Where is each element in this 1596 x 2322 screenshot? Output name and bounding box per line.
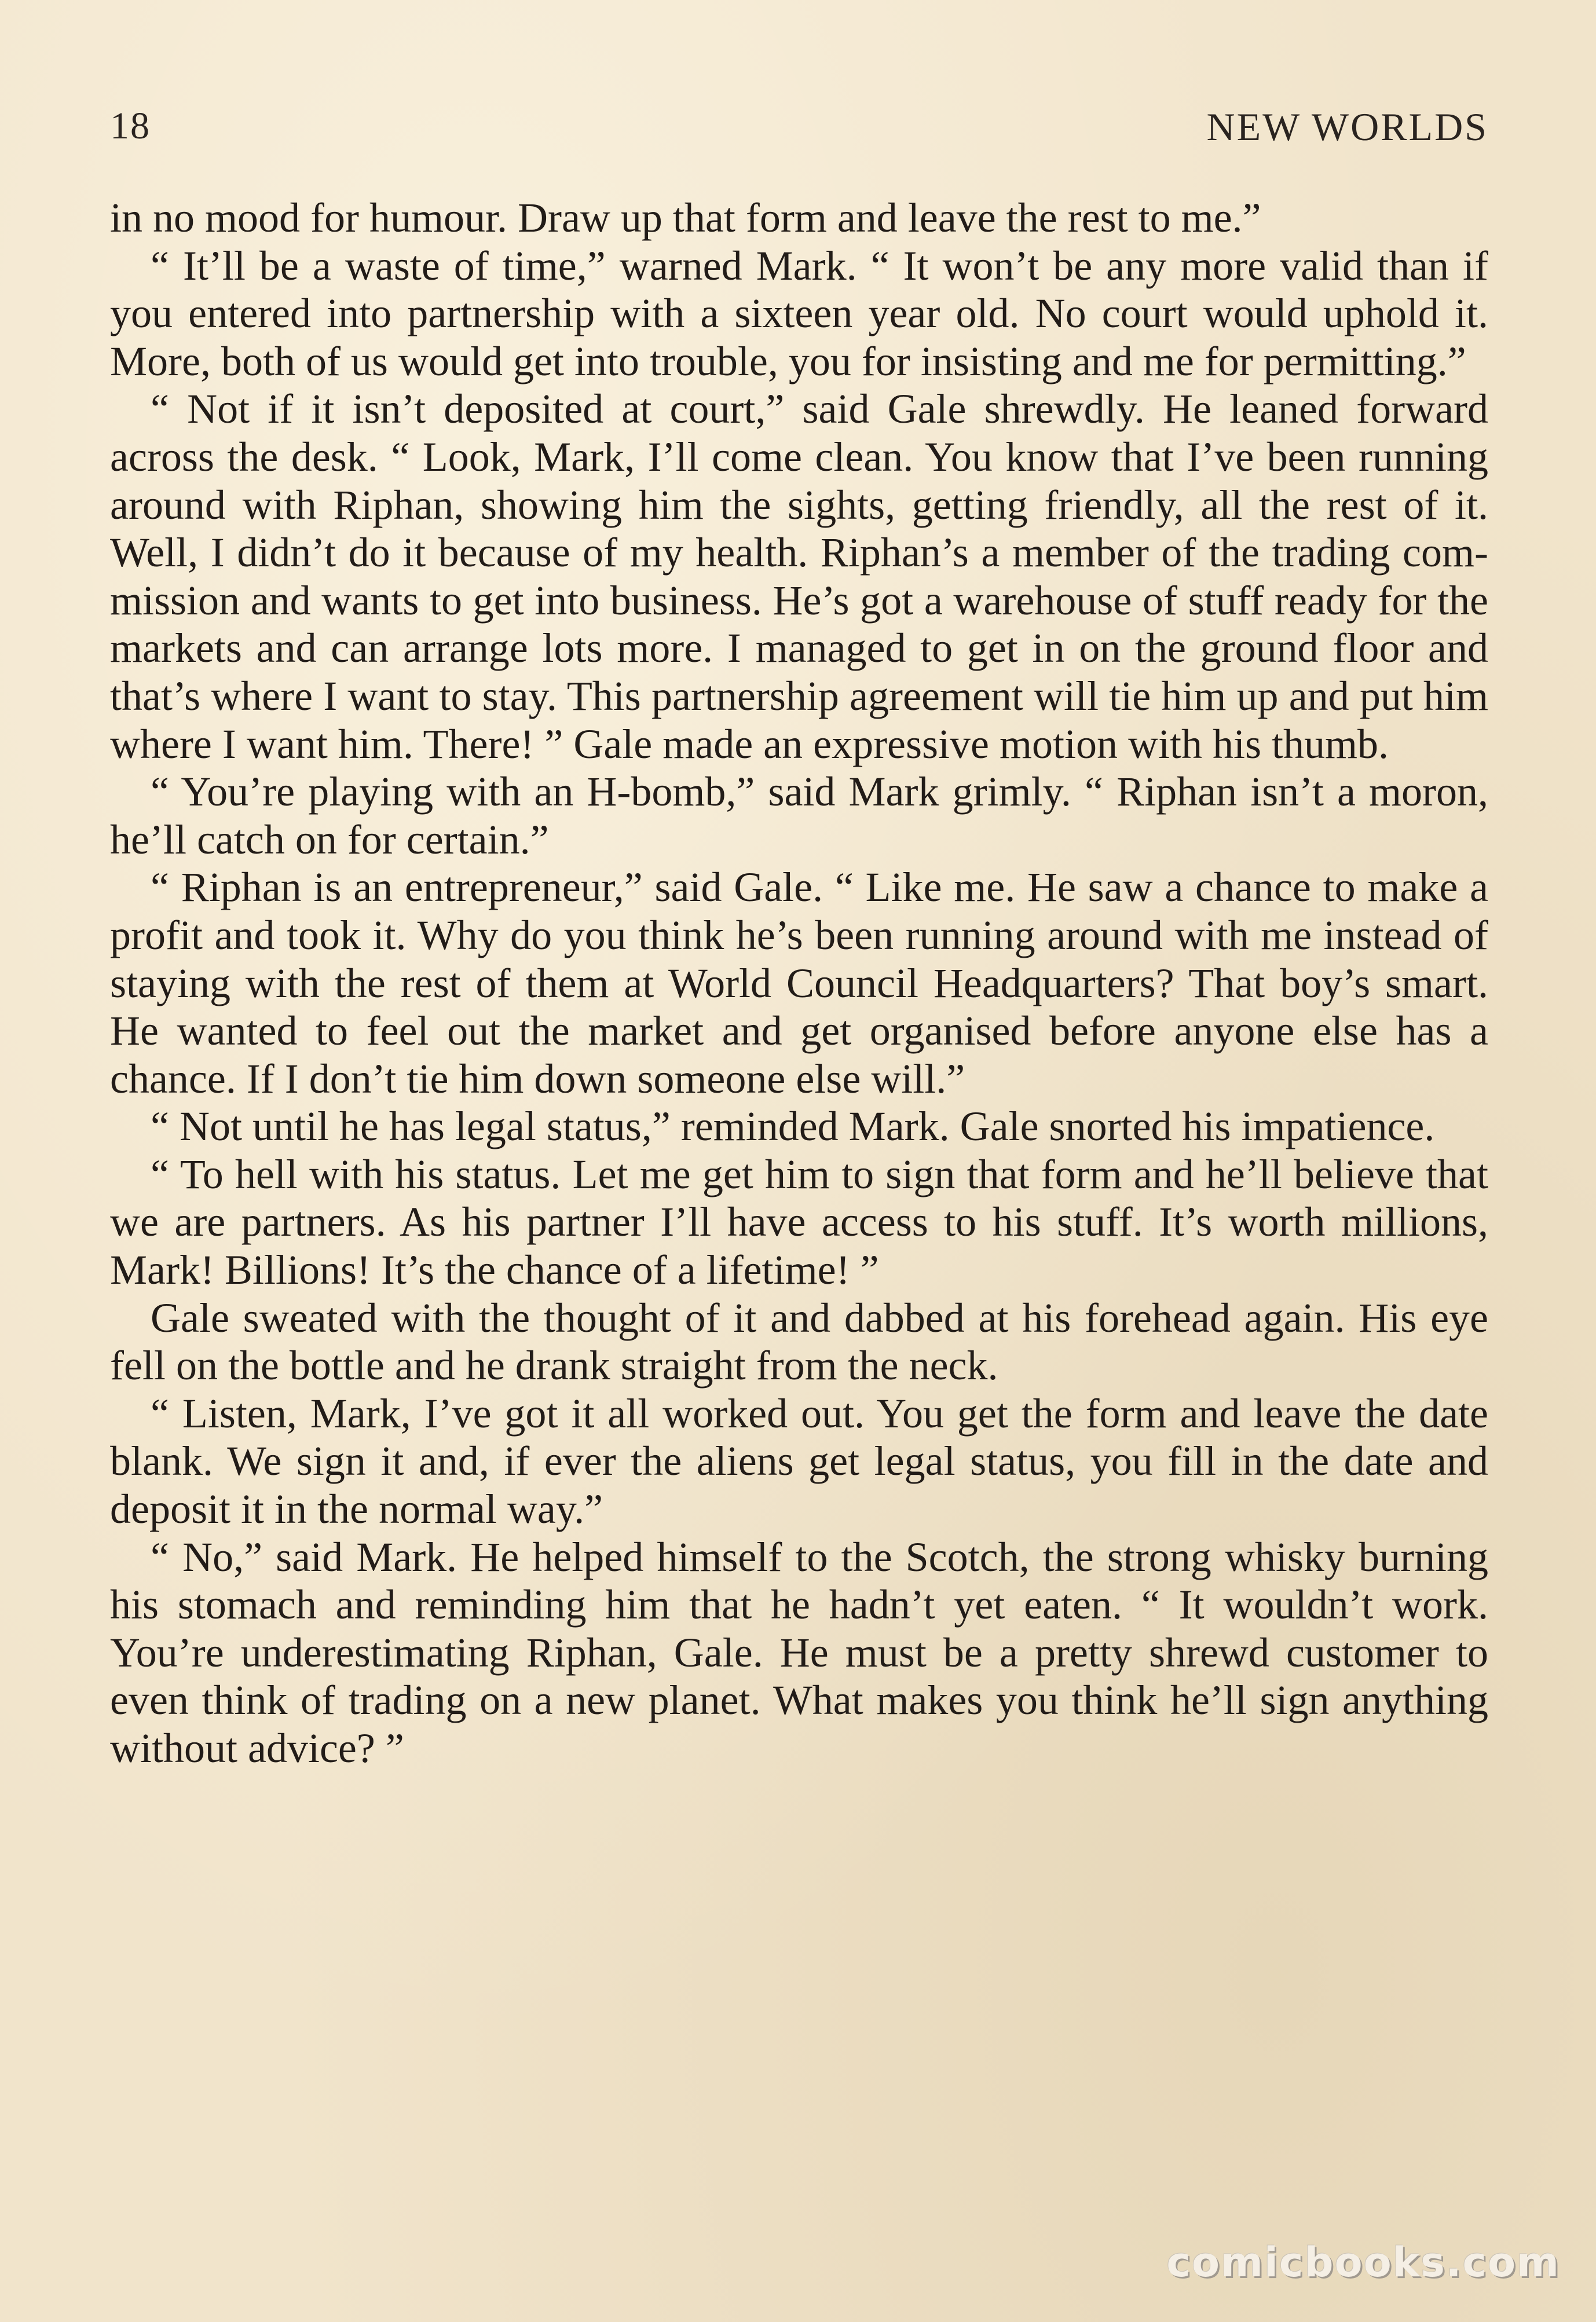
- paragraph: Gale sweated with the thought of it and dabbed at his forehead again. His eye fell on the bottle and he drank straight from the neck.: [110, 1294, 1488, 1389]
- body-text: [110, 194, 1488, 1772]
- page-header: [110, 98, 1488, 151]
- paragraph: “ Riphan is an entrepreneur,” said Gale. “ Like me. He saw a chance to make a profit and took it. Why do you think he’s been running around with me instead of staying with the rest of them at World Council Headquarters? That boy’s smart. He wanted to feel out the market and get organised before anyone else has a chance. If I don’t tie him down someone else will.”: [110, 864, 1488, 1102]
- running-head: NEW WORLDS: [1206, 105, 1488, 149]
- page-number: 18: [110, 105, 151, 147]
- watermark: comicbooks.com: [1166, 2239, 1560, 2286]
- paragraph: “ It’ll be a waste of time,” warned Mark. “ It won’t be any more valid than if you entered into partnership with a sixteen year old. No court would uphold it. More, both of us would get into trouble, you for insisting and me for permitting.”: [110, 242, 1488, 384]
- paragraph: “ To hell with his status. Let me get him to sign that form and he’ll believe that we are partners. As his partner I’ll have access to his stuff. It’s worth millions, Mark! Billions! It’s the chance of a lifetime! ”: [110, 1151, 1488, 1294]
- paragraph: “ No,” said Mark. He helped himself to the Scotch, the strong whisky burning his stomach and reminding him that he hadn’t yet eaten. “ It wouldn’t work. You’re underestimating Riphan, Gale. He must be a pretty shrewd customer to even think of trading on a new planet. What makes you think he’ll sign anything without advice? ”: [110, 1533, 1488, 1771]
- paragraph: “ Not if it isn’t deposited at court,” said Gale shrewdly. He leaned forward across the desk. “ Look, Mark, I’ll come clean. You know that I’ve been running around with Riphan, showing him the sights, getting friendly, all the rest of it. Well, I didn’t do it because of my health. Riphan’s a member of the trading commission and wants to get into business. He’s got a warehouse of stuff ready for the markets and can arrange lots more. I managed to get in on the ground floor and that’s where I want to stay. This partnership agreement will tie him up and put him where I want him. There! ” Gale made an expressive motion with his thumb.: [110, 386, 1488, 767]
- paragraph: “ Listen, Mark, I’ve got it all worked out. You get the form and leave the date blank. We sign it and, if ever the aliens get legal status, you fill in the date and deposit it in the normal way.”: [110, 1390, 1488, 1533]
- paragraph: in no mood for humour. Draw up that form and leave the rest to me.”: [110, 195, 1261, 241]
- paragraph: “ Not until he has legal status,” reminded Mark. Gale snorted his impatience.: [151, 1103, 1435, 1150]
- paragraph: “ You’re playing with an H-bomb,” said Mark grimly. “ Riphan isn’t a moron, he’ll catch on for certain.”: [110, 768, 1488, 863]
